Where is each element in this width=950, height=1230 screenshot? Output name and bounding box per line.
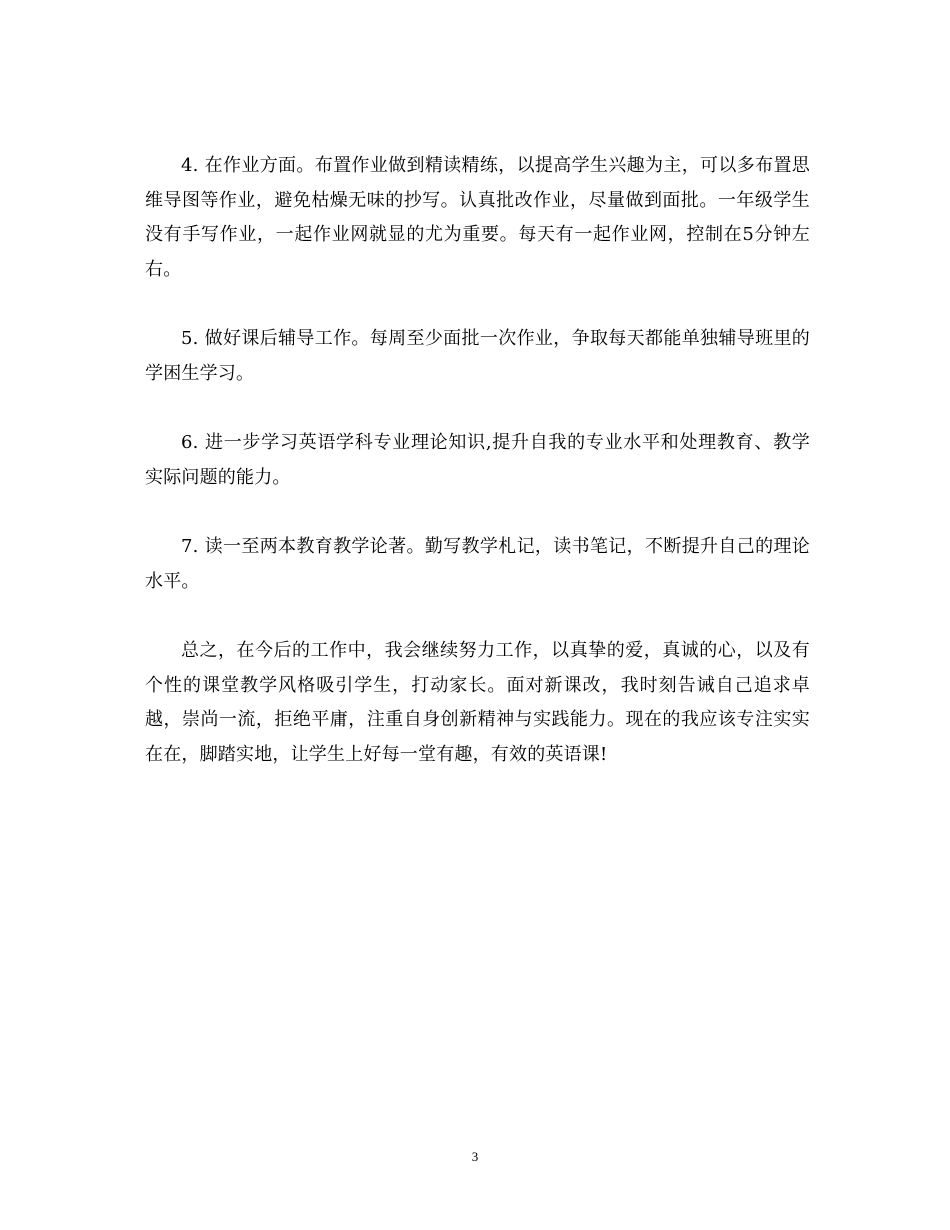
paragraph-item-5: 5. 做好课后辅导工作。每周至少面批一次作业，争取每天都能单独辅导班里的学困生学习。 xyxy=(145,328,810,384)
paragraph-conclusion: 总之，在今后的工作中，我会继续努力工作，以真挚的爱，真诚的心，以及有个性的课堂教学风格吸引学生，打动家长。面对新课改，我时刻告诫自己追求卓越，崇尚一流，拒绝平庸，注重自身创新精神与实践能力。现在的我应该专注实实在在，脚踏实地，让学生上好每一堂有趣，有效的英语课! xyxy=(145,640,810,765)
paragraph-item-6: 6. 进一步学习英语学科专业理论知识,提升自我的专业水平和处理教育、教学实际问题的能力。 xyxy=(145,432,810,488)
page-number: 3 xyxy=(471,1149,479,1164)
paragraph-item-7: 7. 读一至两本教育教学论著。勤写教学札记，读书笔记，不断提升自己的理论水平。 xyxy=(145,536,810,592)
paragraph-item-4: 4. 在作业方面。布置作业做到精读精练，以提高学生兴趣为主，可以多布置思维导图等作业，避免枯燥无味的抄写。认真批改作业，尽量做到面批。一年级学生没有手写作业，一起作业网就显的尤为重要。每天有一起作业网，控制在5分钟左右。 xyxy=(145,155,810,280)
document-body xyxy=(145,149,810,807)
